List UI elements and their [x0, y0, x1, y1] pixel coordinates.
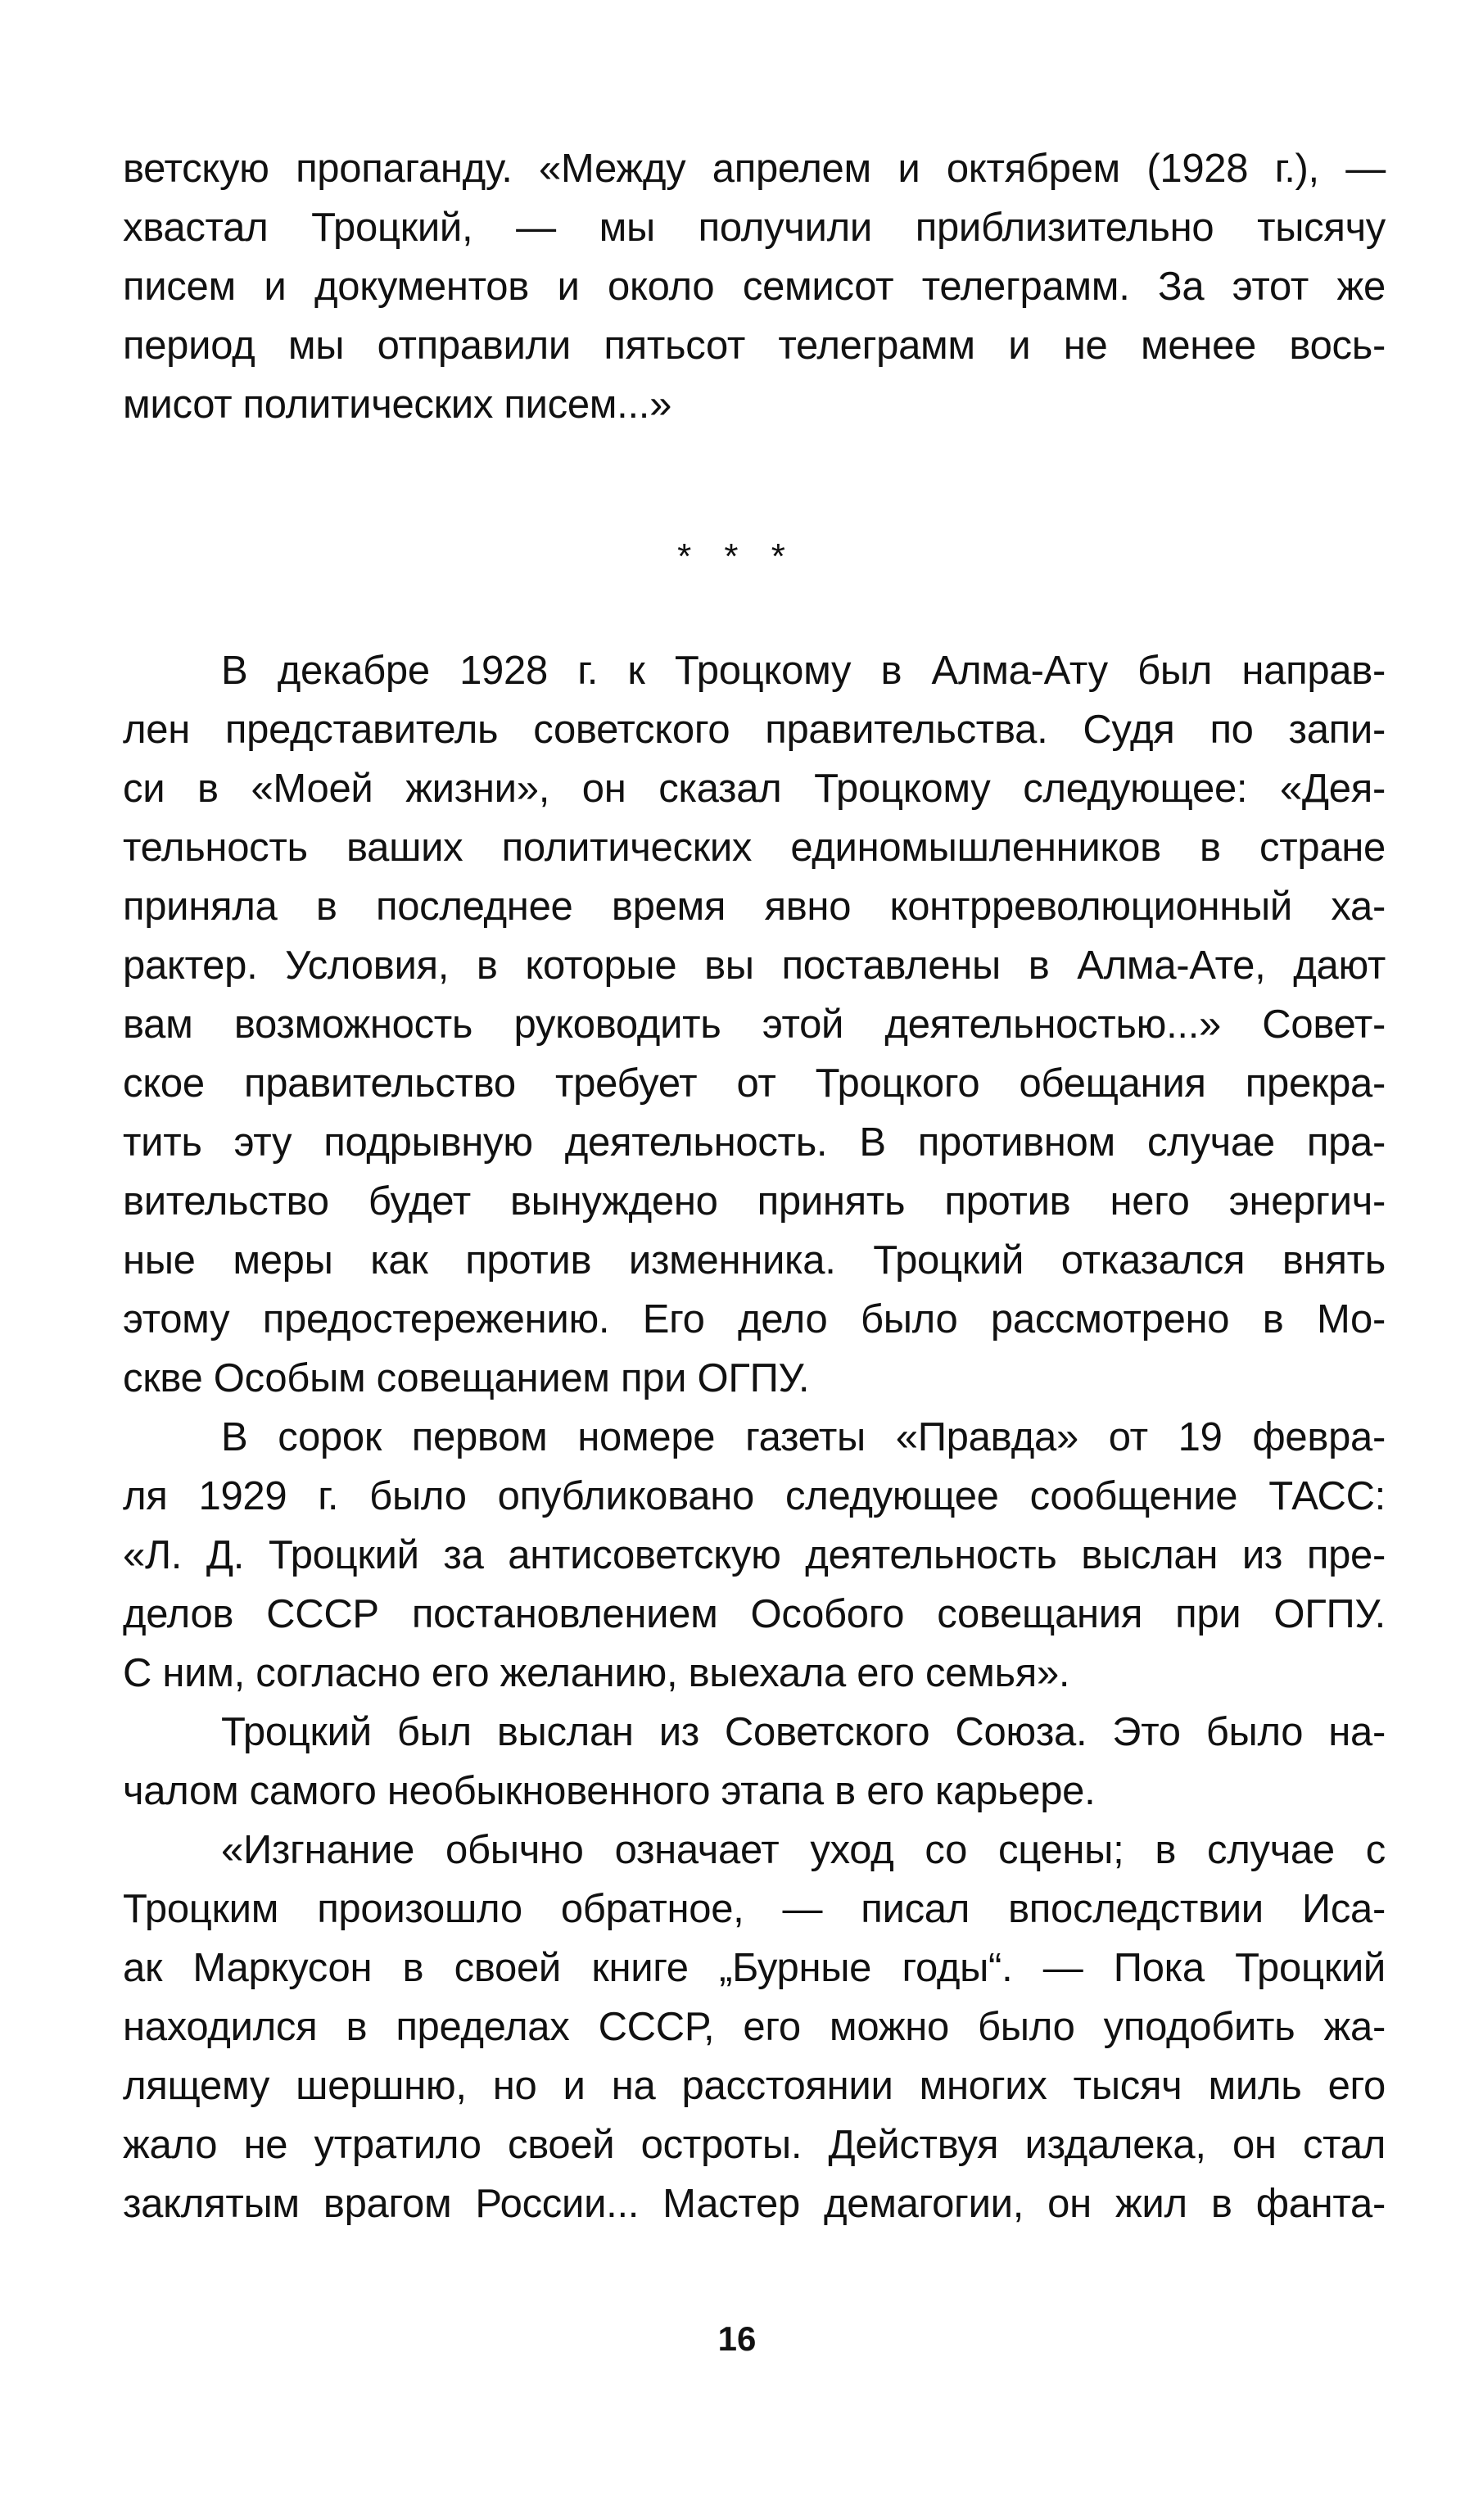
text-line: «Изгнание обычно означает уход со сцены; в случае с — [221, 1828, 1386, 1872]
text-line: В сорок первом номере газеты «Правда» от 19 февра- — [221, 1415, 1386, 1459]
text-line: тельность ваших политических единомышленников в стране — [123, 826, 1386, 870]
text-line: чалом самого необыкновенного этапа в его карьере. — [123, 1769, 1096, 1813]
text-line: делов СССР постановлением Особого совещания при ОГПУ. — [123, 1592, 1386, 1636]
text-line: рактер. Условия, в которые вы поставлены в Алма-Ате, дают — [123, 943, 1386, 988]
text-line: С ним, согласно его желанию, выехала его семья». — [123, 1651, 1070, 1695]
text-line: ные меры как против изменника. Троцкий отказался внять — [123, 1238, 1386, 1283]
text-line: вительство будет вынуждено принять против него энергич- — [123, 1179, 1386, 1224]
body-text — [123, 641, 1386, 2233]
page-number: 16 — [717, 2319, 757, 2358]
text-line: находился в пределах СССР, его можно было уподобить жа- — [123, 2005, 1386, 2049]
text-line: ветскую пропаганду. «Между апрелем и октябрем (1928 г.), — — [123, 147, 1386, 191]
text-line: тить эту подрывную деятельность. В противном случае пра- — [123, 1120, 1386, 1165]
text-line: период мы отправили пятьсот телеграмм и не менее вось- — [123, 323, 1386, 368]
text-line: ак Маркусон в своей книге „Бурные годы“. — Пока Троцкий — [123, 1946, 1386, 1990]
section-separator: * * * — [677, 536, 797, 577]
text-line: си в «Моей жизни», он сказал Троцкому следующее: «Дея- — [123, 767, 1386, 811]
text-line: хвастал Троцкий, — мы получили приблизительно тысячу — [123, 206, 1386, 250]
text-line: Троцкий был выслан из Советского Союза. Это было на- — [221, 1710, 1386, 1754]
intro-paragraph — [123, 139, 1386, 434]
text-line: приняла в последнее время явно контрреволюционный ха- — [123, 884, 1386, 929]
text-line: Троцким произошло обратное, — писал впоследствии Иса- — [123, 1887, 1386, 1931]
text-line: этому предостережению. Его дело было рассмотрено в Мо- — [123, 1297, 1386, 1341]
text-line: ское правительство требует от Троцкого обещания прекра- — [123, 1061, 1386, 1106]
text-line: жало не утратило своей остроты. Действуя издалека, он стал — [123, 2123, 1386, 2167]
text-line: лен представитель советского правительства. Судя по запи- — [123, 708, 1386, 752]
text-line: В декабре 1928 г. к Троцкому в Алма-Ату был направ- — [221, 649, 1386, 693]
text-line: заклятым врагом России... Мастер демагогии, он жил в фанта- — [123, 2182, 1386, 2226]
text-line: «Л. Д. Троцкий за антисоветскую деятельность выслан из пре- — [123, 1533, 1386, 1577]
text-line: лящему шершню, но и на расстоянии многих тысяч миль его — [123, 2064, 1386, 2108]
text-line: мисот политических писем...» — [123, 382, 672, 427]
text-line: скве Особым совещанием при ОГПУ. — [123, 1356, 810, 1400]
text-line: ля 1929 г. было опубликовано следующее сообщение ТАСС: — [123, 1474, 1386, 1518]
text-line: писем и документов и около семисот телеграмм. За этот же — [123, 265, 1386, 309]
text-line: вам возможность руководить этой деятельностью...» Совет- — [123, 1002, 1386, 1047]
